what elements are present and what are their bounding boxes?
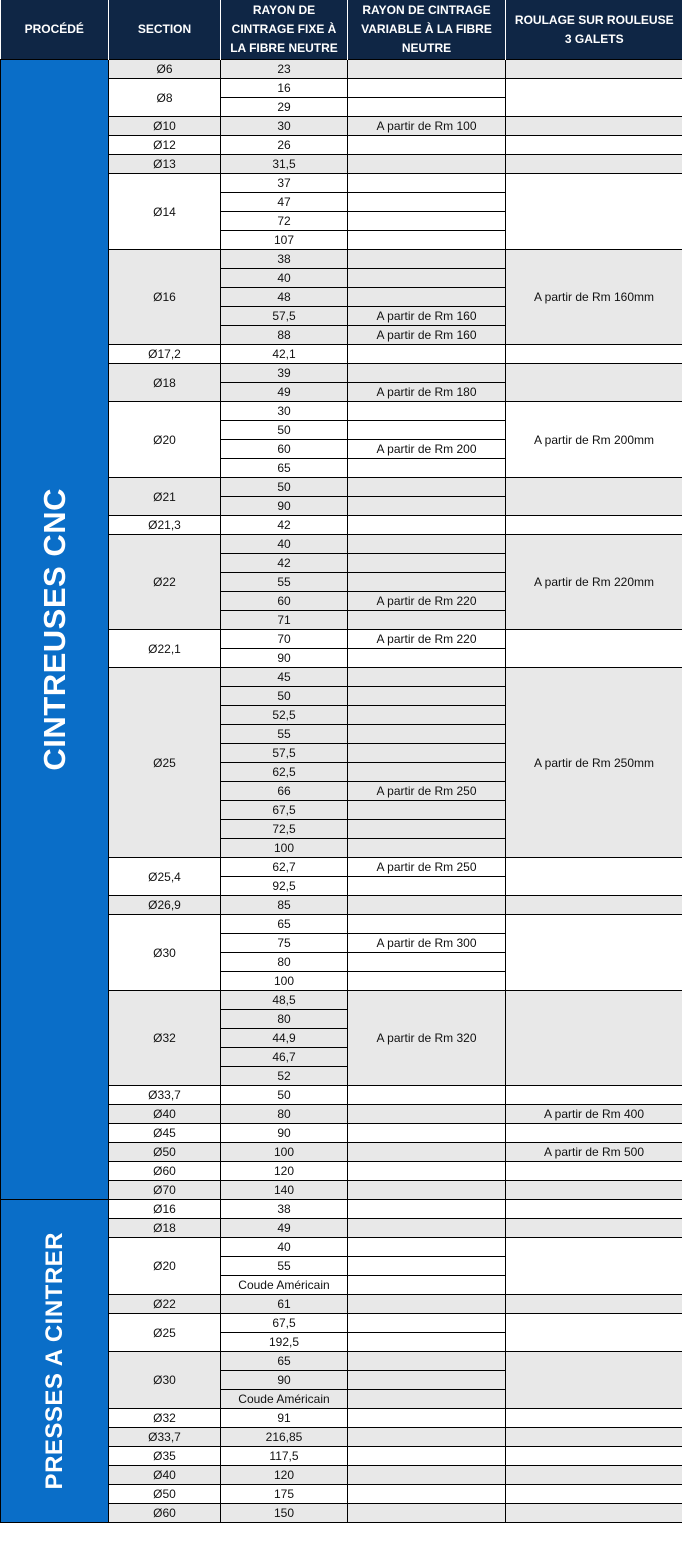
radius-variable-cell: [348, 402, 506, 421]
table-body: [1, 60, 682, 1523]
section-cell: Ø60: [109, 1504, 221, 1523]
roulage-cell: A partir de Rm 200mm: [506, 402, 682, 478]
procede-label: CINTREUSES CNC: [36, 488, 72, 771]
radius-fixed-cell: 57,5: [221, 744, 348, 763]
radius-variable-cell: [348, 1162, 506, 1181]
procede-cell: [1, 60, 109, 1200]
radius-fixed-cell: 117,5: [221, 1447, 348, 1466]
radius-fixed-cell: 44,9: [221, 1029, 348, 1048]
section-cell: Ø22: [109, 1295, 221, 1314]
radius-fixed-cell: 42: [221, 554, 348, 573]
roulage-cell: [506, 345, 682, 364]
radius-variable-cell: [348, 763, 506, 782]
radius-variable-cell: [348, 155, 506, 174]
radius-variable-cell: A partir de Rm 250: [348, 782, 506, 801]
section-cell: Ø25: [109, 668, 221, 858]
radius-fixed-cell: 30: [221, 117, 348, 136]
roulage-cell: [506, 1200, 682, 1219]
radius-variable-cell: [348, 706, 506, 725]
roulage-cell: [506, 915, 682, 991]
radius-variable-cell: [348, 611, 506, 630]
radius-variable-cell: [348, 1086, 506, 1105]
radius-fixed-cell: 70: [221, 630, 348, 649]
section-cell: Ø21,3: [109, 516, 221, 535]
section-cell: Ø30: [109, 915, 221, 991]
radius-variable-cell: [348, 421, 506, 440]
radius-variable-cell: [348, 877, 506, 896]
radius-variable-cell: [348, 269, 506, 288]
radius-fixed-cell: 37: [221, 174, 348, 193]
radius-fixed-cell: 40: [221, 269, 348, 288]
radius-fixed-cell: 39: [221, 364, 348, 383]
radius-variable-cell: A partir de Rm 320: [348, 991, 506, 1086]
radius-variable-cell: A partir de Rm 300: [348, 934, 506, 953]
radius-variable-cell: [348, 820, 506, 839]
roulage-cell: [506, 1352, 682, 1409]
radius-variable-cell: [348, 459, 506, 478]
radius-variable-cell: A partir de Rm 180: [348, 383, 506, 402]
radius-fixed-cell: 60: [221, 440, 348, 459]
radius-fixed-cell: 75: [221, 934, 348, 953]
procede-label: PRESSES A CINTRER: [40, 1232, 68, 1490]
roulage-cell: [506, 1162, 682, 1181]
radius-variable-cell: [348, 839, 506, 858]
section-cell: Ø16: [109, 1200, 221, 1219]
header-row: [1, 0, 682, 60]
roulage-cell: A partir de Rm 250mm: [506, 668, 682, 858]
section-cell: Ø16: [109, 250, 221, 345]
radius-fixed-cell: 100: [221, 1143, 348, 1162]
radius-variable-cell: [348, 1143, 506, 1162]
radius-variable-cell: [348, 1447, 506, 1466]
radius-variable-cell: [348, 554, 506, 573]
radius-variable-cell: [348, 1428, 506, 1447]
radius-fixed-cell: 62,7: [221, 858, 348, 877]
radius-fixed-cell: 72: [221, 212, 348, 231]
roulage-cell: [506, 858, 682, 896]
radius-variable-cell: A partir de Rm 220: [348, 630, 506, 649]
section-cell: Ø33,7: [109, 1428, 221, 1447]
radius-fixed-cell: 80: [221, 1010, 348, 1029]
radius-fixed-cell: 192,5: [221, 1333, 348, 1352]
radius-variable-cell: [348, 1181, 506, 1200]
radius-fixed-cell: 47: [221, 193, 348, 212]
roulage-cell: A partir de Rm 400: [506, 1105, 682, 1124]
radius-fixed-cell: 91: [221, 1409, 348, 1428]
roulage-cell: [506, 1428, 682, 1447]
radius-fixed-cell: 48: [221, 288, 348, 307]
section-cell: Ø45: [109, 1124, 221, 1143]
section-cell: Ø50: [109, 1143, 221, 1162]
section-cell: Ø40: [109, 1105, 221, 1124]
radius-fixed-cell: 23: [221, 60, 348, 79]
radius-fixed-cell: 90: [221, 1371, 348, 1390]
header-section: SECTION: [109, 0, 221, 60]
radius-variable-cell: A partir de Rm 100: [348, 117, 506, 136]
section-cell: Ø70: [109, 1181, 221, 1200]
radius-fixed-cell: 50: [221, 478, 348, 497]
roulage-cell: [506, 630, 682, 668]
radius-variable-cell: [348, 136, 506, 155]
section-cell: Ø50: [109, 1485, 221, 1504]
section-cell: Ø30: [109, 1352, 221, 1409]
radius-variable-cell: [348, 1314, 506, 1333]
roulage-cell: [506, 1238, 682, 1295]
radius-variable-cell: [348, 174, 506, 193]
radius-fixed-cell: 65: [221, 915, 348, 934]
radius-variable-cell: [348, 915, 506, 934]
roulage-cell: [506, 60, 682, 79]
radius-variable-cell: [348, 288, 506, 307]
section-cell: Ø20: [109, 402, 221, 478]
roulage-cell: [506, 1466, 682, 1485]
roulage-cell: [506, 174, 682, 250]
section-cell: Ø21: [109, 478, 221, 516]
roulage-cell: [506, 1485, 682, 1504]
radius-variable-cell: [348, 1257, 506, 1276]
section-cell: Ø32: [109, 1409, 221, 1428]
header-rayon-variable: RAYON DE CINTRAGE VARIABLE À LA FIBRE NEUTRE: [348, 0, 506, 60]
radius-variable-cell: [348, 250, 506, 269]
roulage-cell: [506, 136, 682, 155]
radius-variable-cell: [348, 1504, 506, 1523]
radius-variable-cell: [348, 478, 506, 497]
section-cell: Ø60: [109, 1162, 221, 1181]
section-cell: Ø6: [109, 60, 221, 79]
radius-variable-cell: [348, 60, 506, 79]
radius-fixed-cell: 80: [221, 1105, 348, 1124]
radius-fixed-cell: 49: [221, 1219, 348, 1238]
roulage-cell: [506, 478, 682, 516]
section-cell: Ø35: [109, 1447, 221, 1466]
section-cell: Ø26,9: [109, 896, 221, 915]
radius-fixed-cell: 40: [221, 535, 348, 554]
header-procede: PROCÉDÉ: [1, 0, 109, 60]
radius-variable-cell: [348, 1238, 506, 1257]
radius-fixed-cell: 66: [221, 782, 348, 801]
roulage-cell: [506, 364, 682, 402]
roulage-cell: [506, 1219, 682, 1238]
section-cell: Ø22: [109, 535, 221, 630]
radius-variable-cell: [348, 1276, 506, 1295]
radius-fixed-cell: 92,5: [221, 877, 348, 896]
radius-fixed-cell: 71: [221, 611, 348, 630]
roulage-cell: [506, 896, 682, 915]
radius-variable-cell: [348, 231, 506, 250]
roulage-cell: [506, 1086, 682, 1105]
radius-variable-cell: [348, 1390, 506, 1409]
radius-variable-cell: [348, 193, 506, 212]
radius-fixed-cell: 55: [221, 573, 348, 592]
table-row: [1, 1200, 682, 1219]
section-cell: Ø18: [109, 364, 221, 402]
radius-variable-cell: [348, 801, 506, 820]
radius-fixed-cell: 49: [221, 383, 348, 402]
radius-fixed-cell: 175: [221, 1485, 348, 1504]
radius-variable-cell: [348, 1105, 506, 1124]
radius-fixed-cell: 26: [221, 136, 348, 155]
radius-fixed-cell: 67,5: [221, 801, 348, 820]
radius-fixed-cell: 30: [221, 402, 348, 421]
radius-fixed-cell: 65: [221, 1352, 348, 1371]
radius-variable-cell: [348, 1333, 506, 1352]
section-cell: Ø22,1: [109, 630, 221, 668]
radius-fixed-cell: 85: [221, 896, 348, 915]
roulage-cell: [506, 991, 682, 1086]
radius-fixed-cell: 57,5: [221, 307, 348, 326]
radius-fixed-cell: 67,5: [221, 1314, 348, 1333]
radius-variable-cell: [348, 573, 506, 592]
radius-variable-cell: [348, 649, 506, 668]
section-cell: Ø8: [109, 79, 221, 117]
radius-fixed-cell: Coude Américain: [221, 1390, 348, 1409]
radius-variable-cell: [348, 497, 506, 516]
radius-fixed-cell: 40: [221, 1238, 348, 1257]
radius-fixed-cell: 42: [221, 516, 348, 535]
radius-variable-cell: [348, 98, 506, 117]
radius-variable-cell: [348, 744, 506, 763]
roulage-cell: [506, 516, 682, 535]
section-cell: Ø33,7: [109, 1086, 221, 1105]
roulage-cell: [506, 1504, 682, 1523]
radius-fixed-cell: 120: [221, 1162, 348, 1181]
radius-variable-cell: A partir de Rm 160: [348, 326, 506, 345]
radius-fixed-cell: 55: [221, 725, 348, 744]
section-cell: Ø32: [109, 991, 221, 1086]
radius-variable-cell: [348, 896, 506, 915]
section-cell: Ø12: [109, 136, 221, 155]
radius-fixed-cell: 38: [221, 250, 348, 269]
radius-variable-cell: [348, 1485, 506, 1504]
roulage-cell: [506, 1314, 682, 1352]
radius-fixed-cell: 65: [221, 459, 348, 478]
radius-variable-cell: [348, 535, 506, 554]
radius-variable-cell: [348, 345, 506, 364]
radius-fixed-cell: 72,5: [221, 820, 348, 839]
roulage-cell: A partir de Rm 220mm: [506, 535, 682, 630]
radius-variable-cell: A partir de Rm 200: [348, 440, 506, 459]
section-cell: Ø17,2: [109, 345, 221, 364]
section-cell: Ø18: [109, 1219, 221, 1238]
radius-variable-cell: [348, 668, 506, 687]
roulage-cell: [506, 79, 682, 117]
radius-fixed-cell: 88: [221, 326, 348, 345]
radius-variable-cell: [348, 725, 506, 744]
roulage-cell: [506, 1409, 682, 1428]
radius-fixed-cell: 52,5: [221, 706, 348, 725]
roulage-cell: [506, 117, 682, 136]
radius-fixed-cell: 45: [221, 668, 348, 687]
radius-fixed-cell: 50: [221, 1086, 348, 1105]
radius-variable-cell: [348, 79, 506, 98]
header-rayon-fixe: RAYON DE CINTRAGE FIXE À LA FIBRE NEUTRE: [221, 0, 348, 60]
radius-variable-cell: [348, 516, 506, 535]
radius-fixed-cell: 90: [221, 1124, 348, 1143]
section-cell: Ø25: [109, 1314, 221, 1352]
roulage-cell: A partir de Rm 160mm: [506, 250, 682, 345]
radius-variable-cell: [348, 972, 506, 991]
radius-variable-cell: [348, 1124, 506, 1143]
radius-fixed-cell: 16: [221, 79, 348, 98]
radius-variable-cell: [348, 1200, 506, 1219]
radius-variable-cell: [348, 1219, 506, 1238]
radius-variable-cell: [348, 212, 506, 231]
roulage-cell: [506, 1124, 682, 1143]
radius-variable-cell: [348, 364, 506, 383]
radius-fixed-cell: 60: [221, 592, 348, 611]
roulage-cell: A partir de Rm 500: [506, 1143, 682, 1162]
radius-fixed-cell: 31,5: [221, 155, 348, 174]
section-cell: Ø20: [109, 1238, 221, 1295]
radius-fixed-cell: 50: [221, 421, 348, 440]
radius-fixed-cell: 46,7: [221, 1048, 348, 1067]
radius-fixed-cell: 140: [221, 1181, 348, 1200]
roulage-cell: [506, 1447, 682, 1466]
radius-fixed-cell: 48,5: [221, 991, 348, 1010]
radius-variable-cell: [348, 1466, 506, 1485]
radius-fixed-cell: 38: [221, 1200, 348, 1219]
radius-fixed-cell: 120: [221, 1466, 348, 1485]
radius-fixed-cell: 80: [221, 953, 348, 972]
radius-fixed-cell: 90: [221, 649, 348, 668]
procede-cell: [1, 1200, 109, 1523]
roulage-cell: [506, 155, 682, 174]
table-row: [1, 60, 682, 79]
radius-variable-cell: A partir de Rm 160: [348, 307, 506, 326]
radius-fixed-cell: Coude Américain: [221, 1276, 348, 1295]
radius-fixed-cell: 100: [221, 972, 348, 991]
radius-fixed-cell: 100: [221, 839, 348, 858]
radius-fixed-cell: 52: [221, 1067, 348, 1086]
radius-fixed-cell: 216,85: [221, 1428, 348, 1447]
radius-variable-cell: [348, 687, 506, 706]
roulage-cell: [506, 1295, 682, 1314]
radius-fixed-cell: 107: [221, 231, 348, 250]
radius-fixed-cell: 62,5: [221, 763, 348, 782]
radius-fixed-cell: 150: [221, 1504, 348, 1523]
section-cell: Ø14: [109, 174, 221, 250]
section-cell: Ø13: [109, 155, 221, 174]
roulage-cell: [506, 1181, 682, 1200]
radius-fixed-cell: 50: [221, 687, 348, 706]
radius-variable-cell: [348, 1409, 506, 1428]
header-roulage: ROULAGE SUR ROULEUSE 3 GALETS: [506, 0, 682, 60]
section-cell: Ø10: [109, 117, 221, 136]
radius-fixed-cell: 55: [221, 1257, 348, 1276]
radius-variable-cell: A partir de Rm 250: [348, 858, 506, 877]
radius-fixed-cell: 29: [221, 98, 348, 117]
section-cell: Ø40: [109, 1466, 221, 1485]
radius-variable-cell: [348, 1371, 506, 1390]
radius-fixed-cell: 42,1: [221, 345, 348, 364]
section-cell: Ø25,4: [109, 858, 221, 896]
radius-variable-cell: [348, 1295, 506, 1314]
radius-fixed-cell: 61: [221, 1295, 348, 1314]
radius-variable-cell: [348, 953, 506, 972]
radius-fixed-cell: 90: [221, 497, 348, 516]
radius-variable-cell: [348, 1352, 506, 1371]
radius-variable-cell: A partir de Rm 220: [348, 592, 506, 611]
